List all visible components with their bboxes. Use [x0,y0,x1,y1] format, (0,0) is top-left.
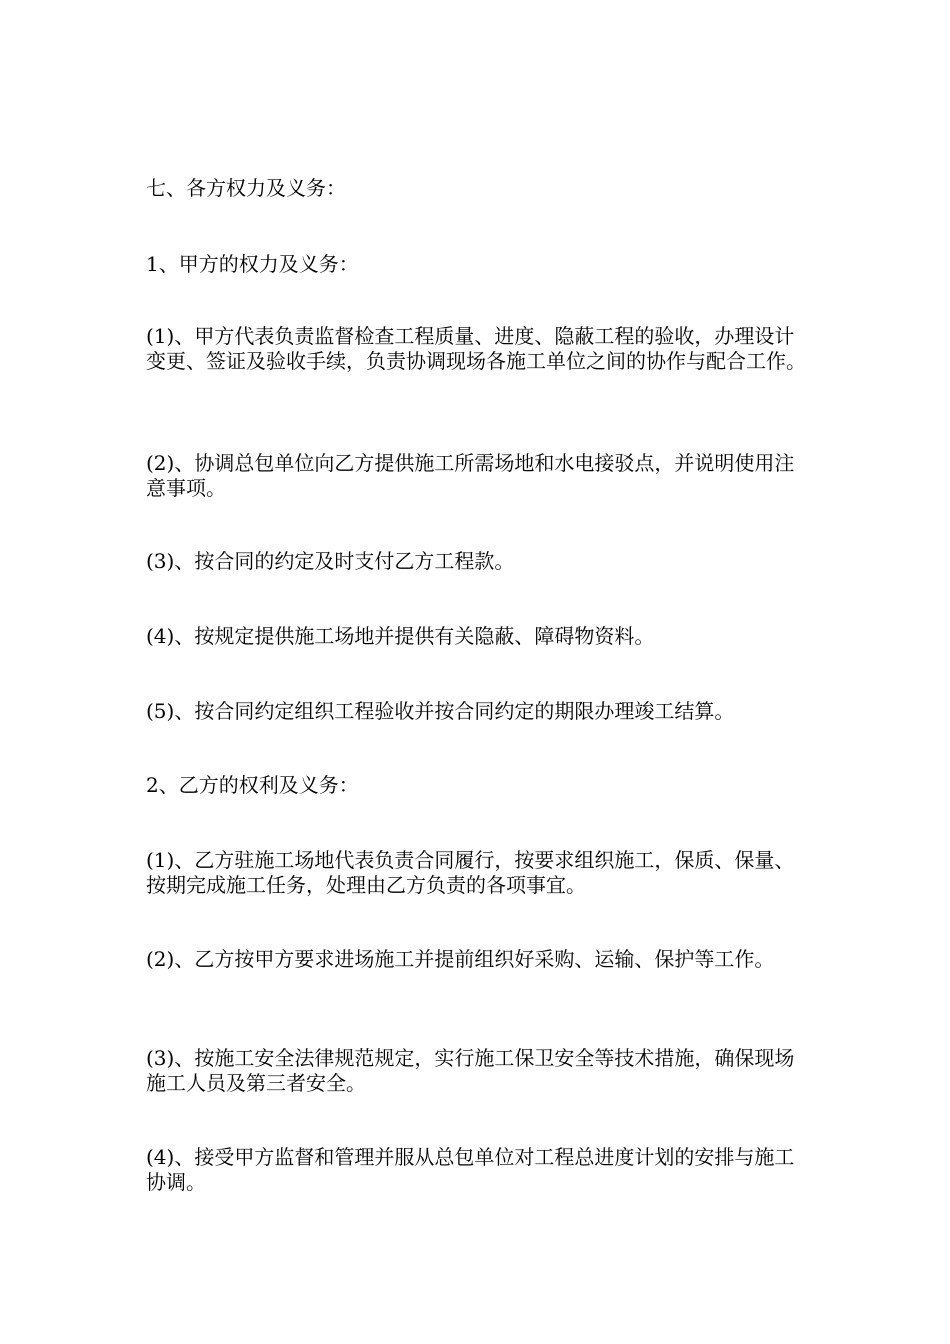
subsection-heading-party-a: 1、甲方的权力及义务： [146,252,359,276]
clause-party-a-4: (4)、按规定提供施工场地并提供有关隐蔽、障碍物资料。 [146,624,655,648]
clause-party-a-3: (3)、按合同的约定及时支付乙方工程款。 [146,549,515,573]
subsection-heading-party-b: 2、乙方的权利及义务： [146,773,359,797]
clause-party-b-2: (2)、乙方按甲方要求进场施工并提前组织好采购、运输、保护等工作。 [146,947,775,971]
clause-party-a-5: (5)、按合同约定组织工程验收并按合同约定的期限办理竣工结算。 [146,699,735,723]
section-heading-rights-obligations: 七、各方权力及义务： [146,176,346,200]
clause-party-b-1: (1)、乙方驻施工场地代表负责合同履行，按要求组织施工，保质、保量、按期完成施工任务，处理由乙方负责的各项事宜。 [146,848,795,897]
clause-party-b-4: (4)、接受甲方监督和管理并服从总包单位对工程总进度计划的安排与施工协调。 [146,1145,795,1194]
clause-party-a-1: (1)、甲方代表负责监督检查工程质量、进度、隐蔽工程的验收，办理设计变更、签证及验收手续，负责协调现场各施工单位之间的协作与配合工作。 [146,324,806,373]
clause-party-b-3: (3)、按施工安全法律规范规定，实行施工保卫安全等技术措施，确保现场施工人员及第三者安全。 [146,1046,795,1095]
clause-party-a-2: (2)、协调总包单位向乙方提供施工所需场地和水电接驳点，并说明使用注意事项。 [146,451,795,500]
